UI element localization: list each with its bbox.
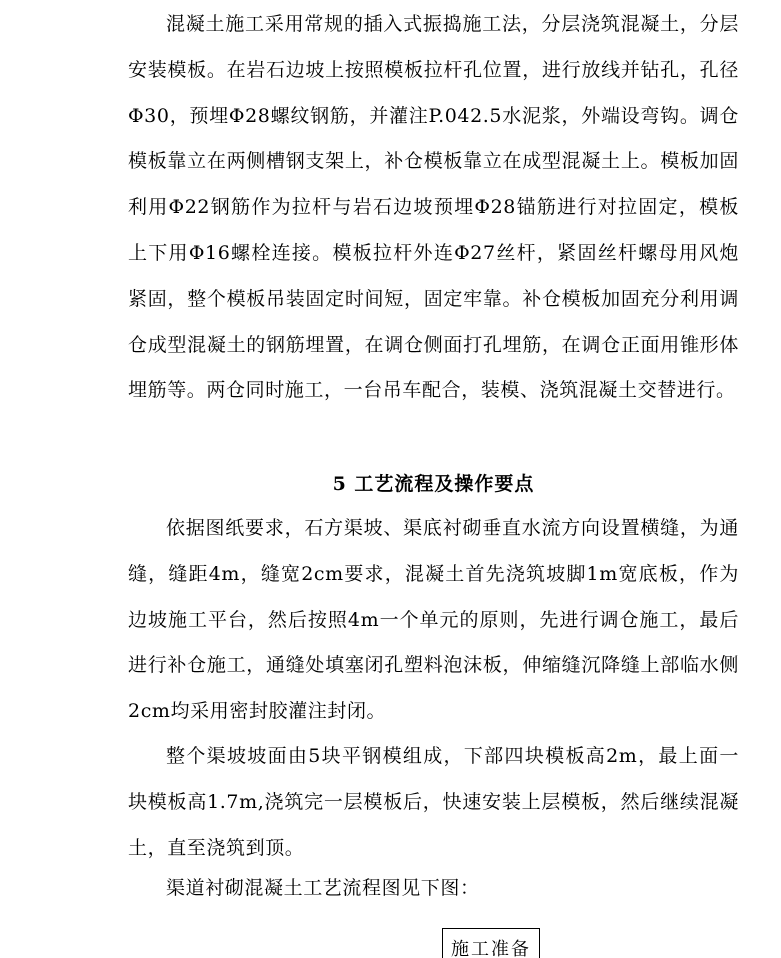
section-heading: 5 工艺流程及操作要点 bbox=[332, 473, 535, 495]
paragraph-joint-requirements: 依据图纸要求，石方渠坡、渠底衬砌垂直水流方向设置横缝，为通缝，缝距4m，缝宽2cm要求，混凝土首先浇筑坡脚1m宽底板，作为边坡施工平台，然后按照4m一个单元的原则，先进行调仓施工，最后进行补仓施工，通缝处填塞闭孔塑料泡沫板，伸缩缝沉降缝上部临水侧2cm均采用密封胶灌注封闭。 bbox=[128, 517, 739, 723]
flowchart-first-box: 施工准备 bbox=[442, 928, 540, 958]
paragraph-formwork-construction: 混凝土施工采用常规的插入式振捣施工法，分层浇筑混凝土，分层安装模板。在岩石边坡上按照模板拉杆孔位置，进行放线并钻孔，孔径Φ30，预埋Φ28螺纹钢筋，并灌注P.042.5水泥浆，外端设弯钩。调仓模板靠立在两侧槽钢支架上，补仓模板靠立在成型混凝土上。模板加固利用Φ22钢筋作为拉杆与岩石边坡预埋Φ28锚筋进行对拉固定，模板上下用Φ16螺栓连接。模板拉杆外连Φ27丝杆，紧固丝杆螺母用风炮紧固，整个模板吊装固定时间短，固定牢靠。补仓模板加固充分利用调仓成型混凝土的钢筋埋置，在调仓侧面打孔埋筋，在调仓正面用锥形体埋筋等。两仓同时施工，一台吊车配合，装模、浇筑混凝土交替进行。 bbox=[128, 13, 739, 402]
paragraph-steel-formwork: 整个渠坡坡面由5块平钢模组成，下部四块模板高2m，最上面一块模板高1.7m,浇筑完一层模板后，快速安装上层模板，然后继续混凝土，直至浇筑到顶。 bbox=[128, 745, 739, 859]
paragraph-flowchart-intro: 渠道衬砌混凝土工艺流程图见下图： bbox=[166, 877, 480, 899]
